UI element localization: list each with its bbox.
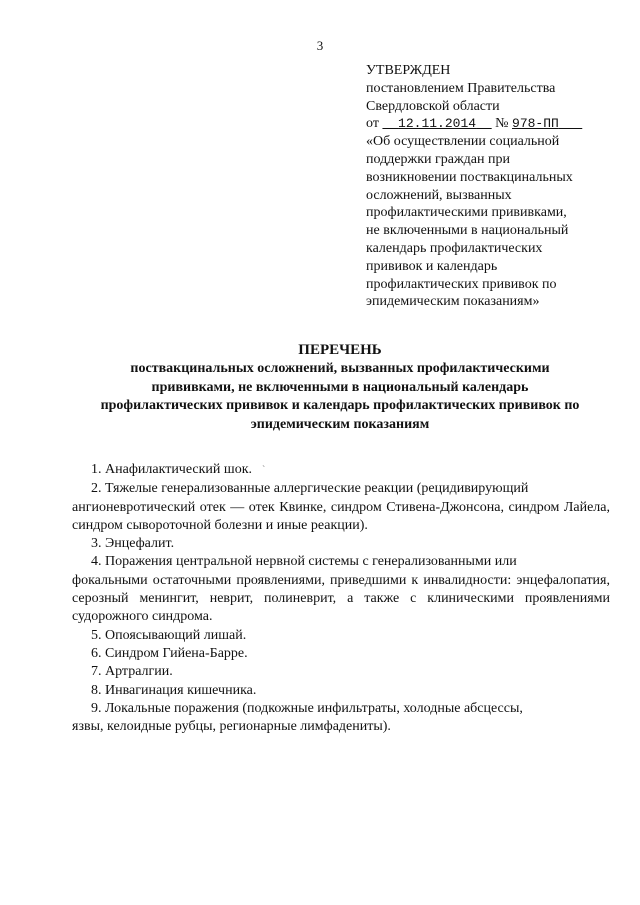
resolution-line: профилактических прививок по bbox=[366, 276, 557, 292]
resolution-line: календарь профилактических bbox=[366, 240, 543, 256]
document-subtitle-line: прививками, не включенными в национальный календарь bbox=[151, 379, 529, 395]
list-item: 2. Тяжелые генерализованные аллергические реакции (рецидивирующий ангионевротический отек — отек Квинке, синдром Стивена-Джонсона, синдром Лайела, синдром сывороточной болезни и иные реакции). bbox=[72, 481, 610, 533]
list-item: 6. Синдром Гийена-Барре. bbox=[91, 645, 248, 661]
document-title: ПЕРЕЧЕНЬ bbox=[298, 342, 382, 358]
document-subtitle-line: профилактических прививок и календарь профилактических прививок по bbox=[100, 398, 580, 413]
resolution-line: не включенными в национальный bbox=[366, 223, 569, 239]
approval-stamp bbox=[366, 62, 634, 311]
approval-number: 978-ПП bbox=[512, 116, 559, 132]
list-item: 8. Инвагинация кишечника. bbox=[91, 682, 257, 698]
list-item: 3. Энцефалит. bbox=[91, 536, 175, 552]
approval-line: постановлением Правительства bbox=[366, 80, 556, 96]
list-item: 7. Артралгии. bbox=[91, 664, 173, 680]
list-item: 5. Опоясывающий лишай. bbox=[91, 627, 247, 643]
approval-date-line bbox=[366, 115, 634, 133]
resolution-line: прививок и календарь bbox=[366, 258, 498, 274]
resolution-line: «Об осуществлении социальной bbox=[366, 134, 560, 150]
approval-date: 12.11.2014 bbox=[398, 116, 477, 132]
resolution-line: профилактическими прививками, bbox=[366, 205, 567, 221]
resolution-line: осложнений, вызванных bbox=[366, 187, 512, 203]
page-number: 3 bbox=[316, 38, 324, 53]
document-subtitle-line: эпидемическим показаниям bbox=[250, 416, 430, 432]
approval-line: Свердловской области bbox=[366, 98, 500, 114]
list-item: 9. Локальные поражения (подкожные инфильтраты, холодные абсцессы, язвы, келоидные рубцы, регионарные лимфадениты). bbox=[72, 700, 523, 735]
list-item: 1. Анафилактический шок. ˋ bbox=[91, 462, 266, 477]
resolution-line: возникновении поствакцинальных bbox=[366, 169, 573, 185]
document-heading bbox=[70, 341, 610, 434]
document-subtitle-line: поствакцинальных осложнений, вызванных профилактическими bbox=[130, 361, 550, 376]
approval-heading: УТВЕРЖДЕН bbox=[366, 63, 451, 78]
number-sign: № bbox=[495, 116, 509, 132]
date-prefix: от bbox=[366, 116, 379, 132]
pen-mark-icon: ˋ bbox=[262, 465, 266, 476]
complications-list bbox=[72, 461, 610, 736]
list-item: 4. Поражения центральной нервной системы с генерализованными или фокальными остаточными проявлениями, приведшими к инвалидности: энцефалопатия, серозный менингит, неврит, полиневрит, а также с клиническими проявлениями судорожного синдрома. bbox=[72, 554, 610, 625]
resolution-line: поддержки граждан при bbox=[366, 151, 510, 167]
resolution-line: эпидемическим показаниям» bbox=[366, 294, 540, 310]
